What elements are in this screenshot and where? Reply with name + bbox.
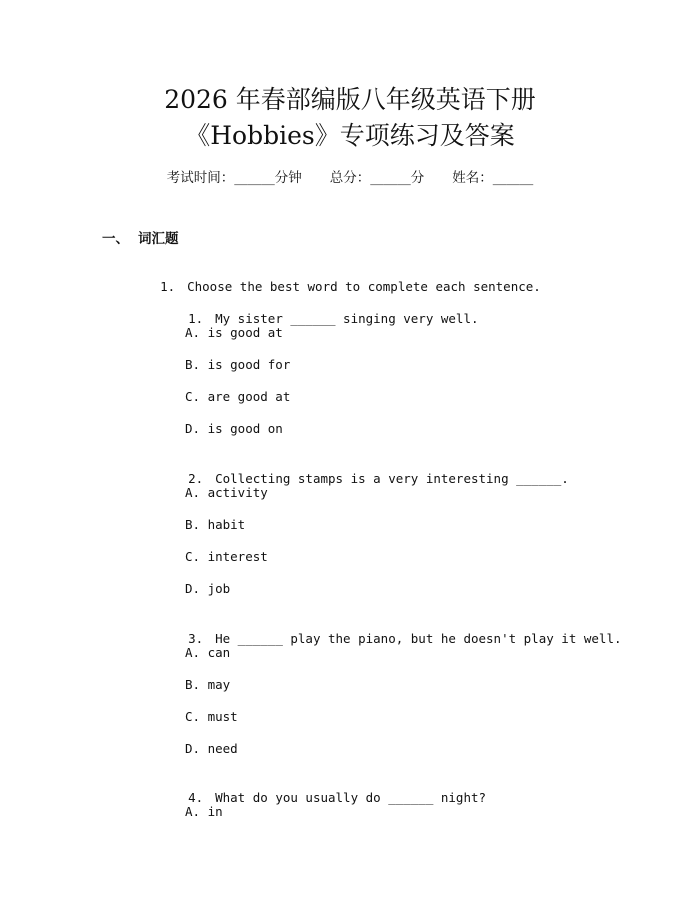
document-title-line-1: 2026 年春部编版八年级英语下册 xyxy=(164,85,536,114)
answer-option: A. is good at xyxy=(185,325,283,340)
answer-option: A. can xyxy=(185,645,231,660)
student-name-field: 姓名：______ xyxy=(452,170,534,186)
answer-option: C. are good at xyxy=(185,389,291,404)
section-number: 一、 xyxy=(102,231,129,247)
question-number: 1. xyxy=(188,311,204,326)
section-heading xyxy=(102,229,179,249)
exam-score-field: 总分：______分 xyxy=(329,170,425,186)
answer-option: C. must xyxy=(185,709,238,724)
question-text: My sister ______ singing very well. xyxy=(215,311,479,326)
question-text: Collecting stamps is a very interesting ______. xyxy=(215,471,569,486)
answer-option: D. need xyxy=(185,741,238,756)
answer-option: B. is good for xyxy=(185,357,291,372)
question-text: He ______ play the piano, but he doesn't play it well. xyxy=(215,631,622,646)
question-text: What do you usually do ______ night? xyxy=(215,790,487,805)
exam-info-bar xyxy=(0,168,700,188)
answer-option: D. is good on xyxy=(185,421,283,436)
answer-option: A. in xyxy=(185,804,223,819)
exam-time-field: 考试时间：______分钟 xyxy=(166,170,302,186)
task-number: 1. xyxy=(160,279,176,294)
question-number: 4. xyxy=(188,790,204,805)
question-number: 2. xyxy=(188,471,204,486)
answer-option: D. job xyxy=(185,581,231,596)
question-number: 3. xyxy=(188,631,204,646)
answer-option: B. habit xyxy=(185,517,246,532)
section-title: 词汇题 xyxy=(138,231,179,247)
task-instruction: Choose the best word to complete each sentence. xyxy=(187,279,541,294)
document-title-line-2: 《Hobbies》专项练习及答案 xyxy=(185,121,515,150)
answer-option: C. interest xyxy=(185,549,268,564)
answer-option: A. activity xyxy=(185,485,268,500)
answer-option: B. may xyxy=(185,677,231,692)
